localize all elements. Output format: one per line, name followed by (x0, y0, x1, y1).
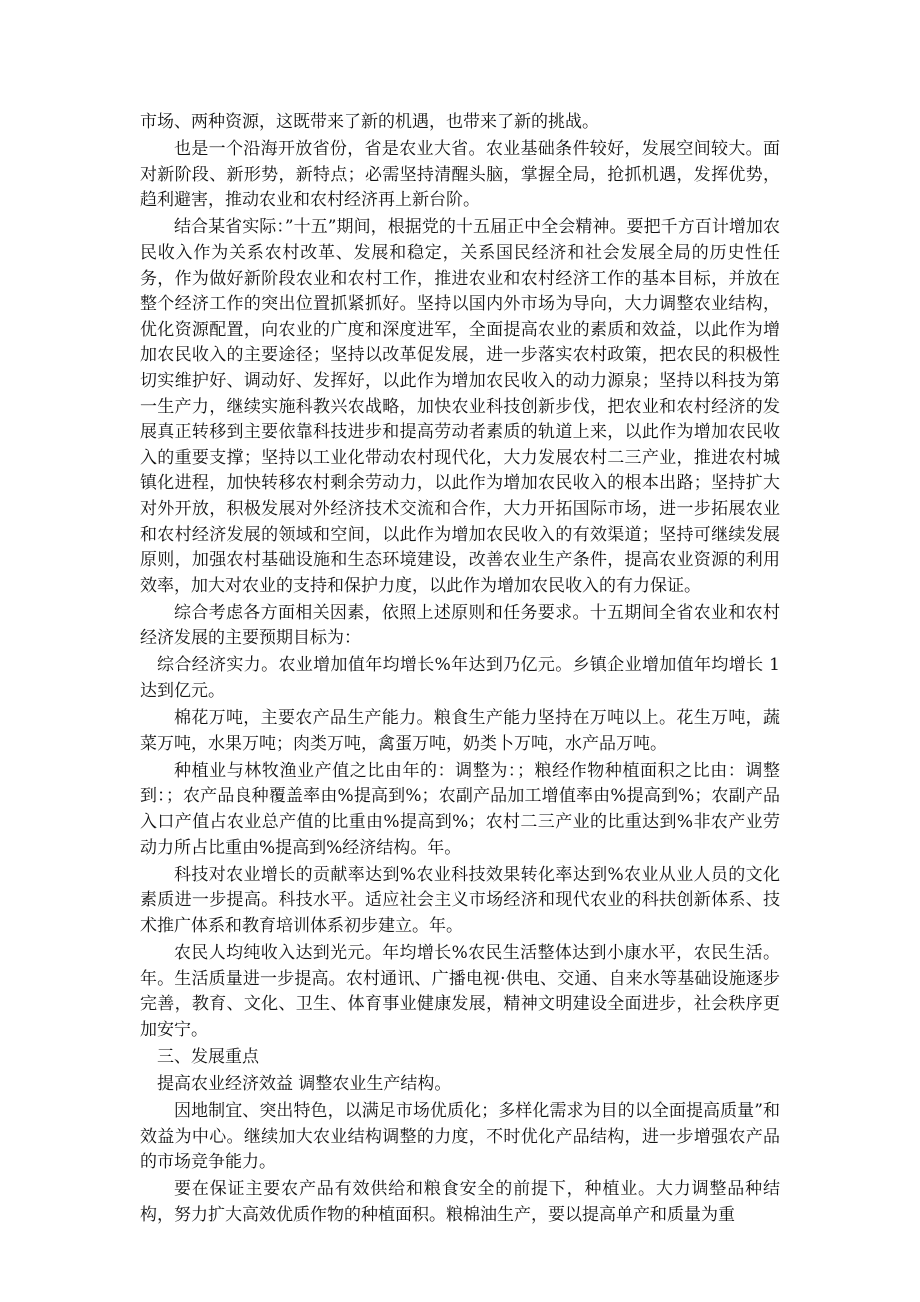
paragraph-9: 农民人均纯收入达到光元。年均增长%农民生活整体达到小康水平，农民生活。年。生活质量进一步提高。农村通讯、广播电视·供电、交通、自来水等基础设施逐步完善，教育、文化、卫生、体育事业健康发展，精神文明建设全面进步，社会秩序更加安宁。 (140, 943, 780, 1040)
paragraph-4: 综合考虑各方面相关因素，依照上述原则和任务要求。十五期间全省农业和农村经济发展的主要预期目标为： (140, 602, 780, 649)
paragraph-7: 种植业与林牧渔业产值之比由年的：调整为：；粮经作物种植面积之比由：调整到：；农产品良种覆盖率由%提高到%；农副产品加工增值率由%提高到%；农副产品入口产值占农业总产值的比重由%提高到%；农村二三产业的比重达到%非农产业劳动力所占比重由%提高到%经济结构。年。 (140, 760, 780, 858)
paragraph-8: 科技对农业增长的贡献率达到%农业科技效果转化率达到%农业从业人员的文化素质进一步提高。科技水平。适应社会主义市场经济和现代农业的科扶创新体系、技术推广体系和教育培训体系初步建立。年。 (140, 864, 780, 936)
paragraph-3: 结合某省实际：”十五”期间，根据党的十五届正中全会精神。要把千方百计增加农民收入作为关系农村改革、发展和稳定，关系国民经济和社会发展全局的历史性任务，作为做好新阶段农业和农村工作，推进农业和农村经济工作的基本目标，并放在整个经济工作的突出位置抓紧抓好。坚持以国内外市场为导向，大力调整农业结构，优化资源配置，向农业的广度和深度进军，全面提高农业的素质和效益，以此作为增加农民收入的主要途径；坚持以改革促发展，进一步落实农村政策，把农民的积极性切实维护好、调动好、发挥好，以此作为增加农民收入的动力源泉；坚持以科技为第一生产力，继续实施科教兴农战略，加快农业科技创新步伐，把农业和农村经济的发展真正转移到主要依靠科技进步和提高劳动者素质的轨道上来，以此作为增加农民收入的重要支撑；坚持以工业化带动农村现代化，大力发展农村二三产业，推进农村城镇化进程，加快转移农村剩余劳动力，以此作为增加农民收入的根本出路；坚持扩大对外开放，积极发展对外经济技术交流和合作，大力开拓国际市场，进一步拓展农业和农村经济发展的领域和空间，以此作为增加农民收入的有效渠道；坚持可继续发展原则，加强农村基础设施和生态环境建设，改善农业生产条件，提高农业资源的利用效率，加大对农业的支持和保护力度，以此作为增加农民收入的有力保证。 (140, 217, 780, 596)
paragraph-2: 也是一个沿海开放省份，省是农业大省。农业基础条件较好，发展空间较大。面对新阶段、新形势，新特点；必需坚持清醒头脑，掌握全局，抢抓机遇，发挥优势，趋利避害，推动农业和农村经济再上新台阶。 (140, 139, 780, 211)
paragraph-1: 市场、两种资源，这既带来了新的机遇，也带来了新的挑战。 (140, 112, 599, 132)
paragraph-12: 要在保证主要农产品有效供给和粮食安全的前提下，种植业。大力调整品种结构，努力扩大高效优质作物的种植面积。粮棉油生产，要以提高单产和质量为重 (140, 1179, 780, 1225)
paragraph-5: 综合经济实力。农业增加值年均增长%年达到乃亿元。乡镇企业增加值年均增长 1 达到亿元。 (140, 655, 780, 702)
section-heading: 三、发展重点 (157, 1046, 259, 1067)
paragraph-10: 提高农业经济效益 调整农业生产结构。 (157, 1073, 452, 1094)
paragraph-11: 因地制宜、突出特色，以满足市场优质化；多样化需求为目的以全面提高质量”和效益为中心。继续加大农业结构调整的力度，不时优化产品结构，进一步增强农产品的市场竞争能力。 (140, 1101, 780, 1173)
document-page (140, 110, 780, 1230)
paragraph-6: 棉花万吨，主要农产品生产能力。粮食生产能力坚持在万吨以上。花生万吨，蔬菜万吨，水果万吨；肉类万吨，禽蛋万吨，奶类卜万吨，水产品万吨。 (140, 708, 780, 754)
